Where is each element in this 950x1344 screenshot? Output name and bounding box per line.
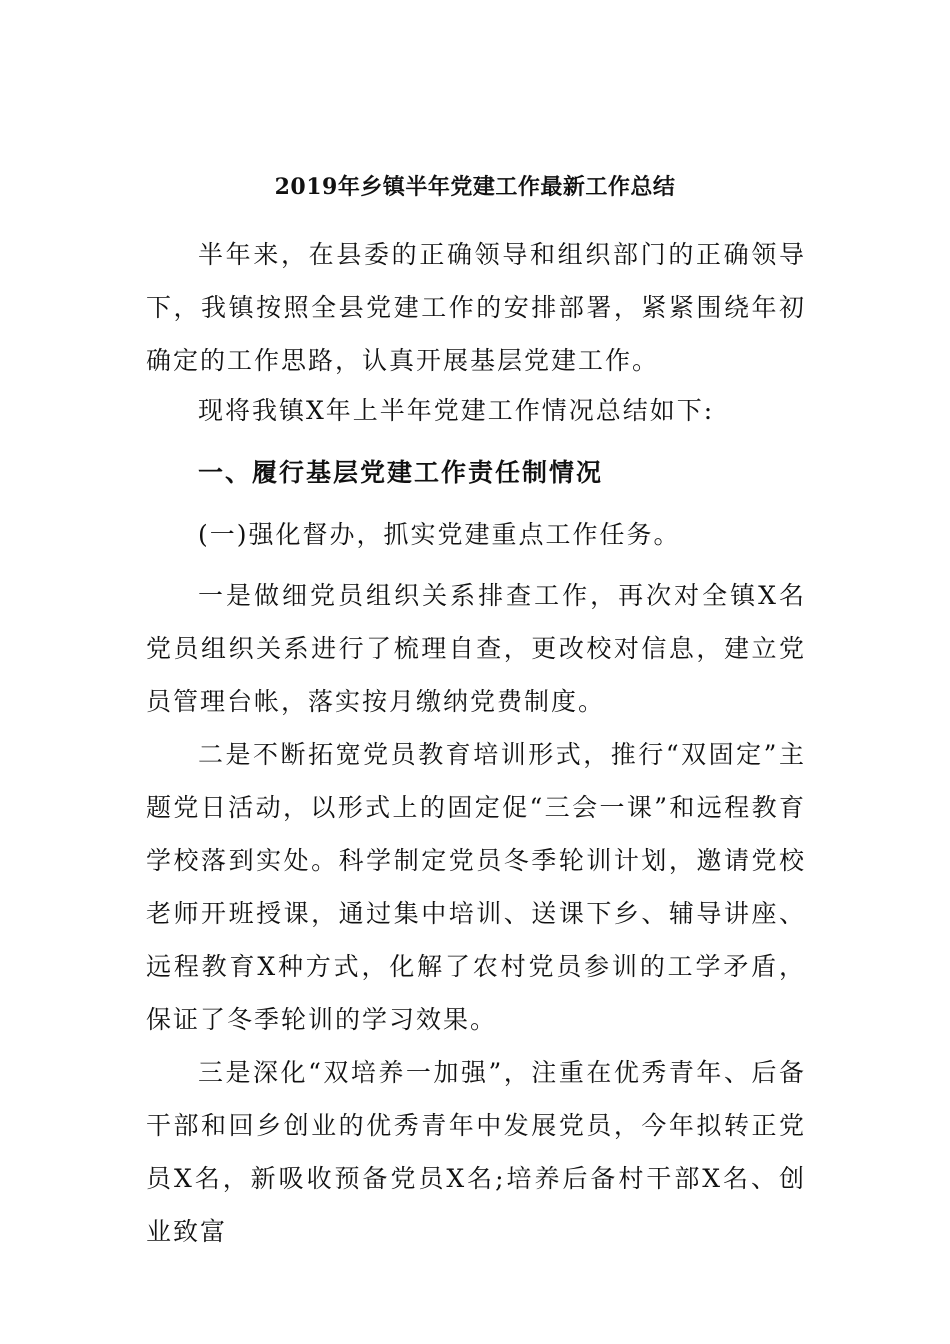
document-title: 2019年乡镇半年党建工作最新工作总结 <box>274 174 676 200</box>
section-heading-1: 一、履行基层党建工作责任制情况 <box>198 458 604 487</box>
paragraph-point-one: 一是做细党员组织关系排查工作，再次对全镇X名党员组织关系进行了梳理自查，更改校对信息，建立党员管理台帐，落实按月缴纳党费制度。 <box>146 581 806 716</box>
subsection-heading-1: (一)强化督办，抓实党建重点工作任务。 <box>198 520 681 549</box>
paragraph-point-two: 二是不断拓宽党员教育培训形式，推行“双固定”主题党日活动，以形式上的固定促“三会一课”和远程教育学校落到实处。科学制定党员冬季轮训计划，邀请党校老师开班授课，通过集中培训、送课下乡、辅导讲座、远程教育X种方式，化解了农村党员参训的工学矛盾，保证了冬季轮训的学习效果。 <box>146 740 806 1034</box>
paragraph-intro: 半年来，在县委的正确领导和组织部门的正确领导下，我镇按照全县党建工作的安排部署，紧紧围绕年初确定的工作思路，认真开展基层党建工作。 <box>146 240 806 375</box>
paragraph-point-three: 三是深化“双培养一加强”，注重在优秀青年、后备干部和回乡创业的优秀青年中发展党员，今年拟转正党员X名，新吸收预备党员X名;培养后备村干部X名、创业致富 <box>146 1058 806 1246</box>
paragraph-summary-lead: 现将我镇X年上半年党建工作情况总结如下: <box>198 396 715 425</box>
